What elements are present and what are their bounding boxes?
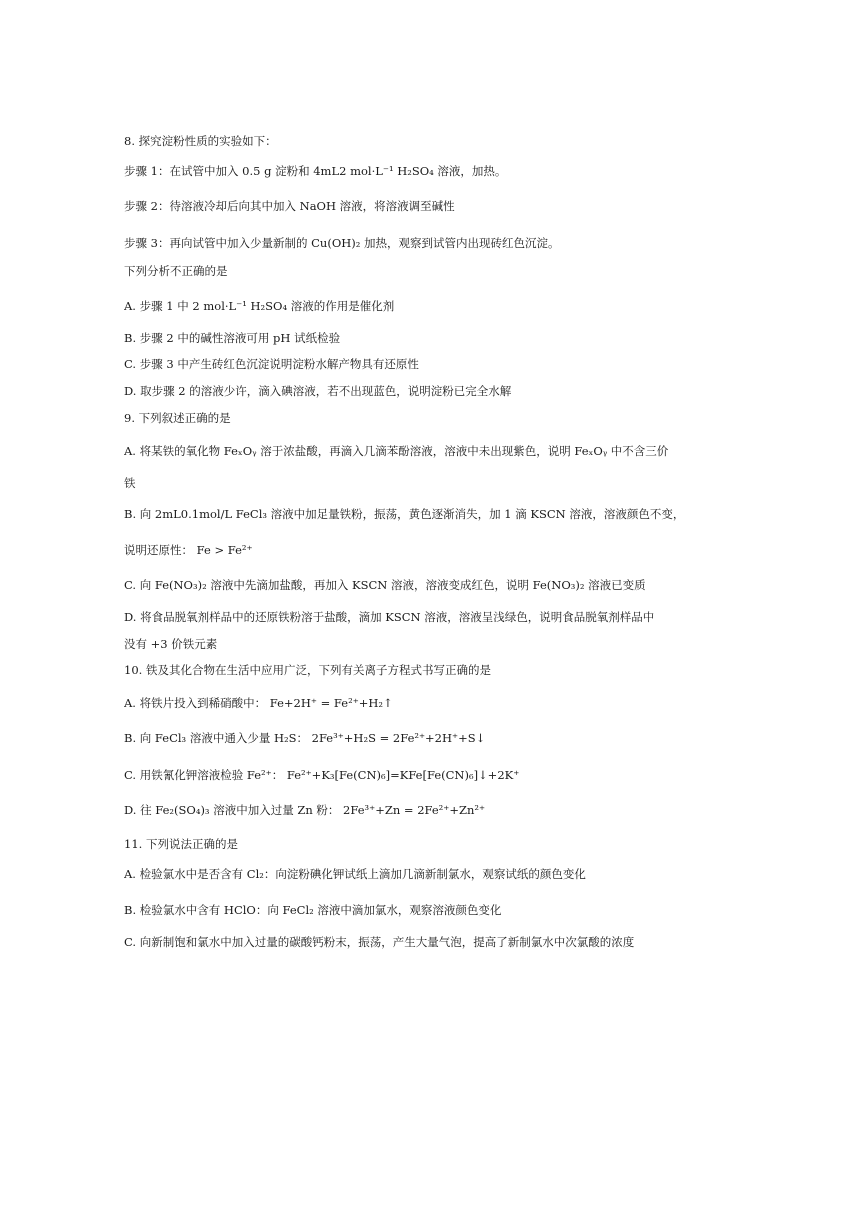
q10-option-a: A. 将铁片投入到稀硝酸中： Fe+2H⁺ = Fe²⁺+H₂↑ [124, 696, 393, 710]
q8-option-c: C. 步骤 3 中产生砖红色沉淀说明淀粉水解产物具有还原性 [124, 357, 419, 371]
q11-option-c: C. 向新制饱和氯水中加入过量的碳酸钙粉末，振荡，产生大量气泡，提高了新制氯水中次氯酸的浓度 [124, 935, 635, 949]
q8-step-2: 步骤 2：待溶液冷却后向其中加入 NaOH 溶液，将溶液调至碱性 [124, 199, 455, 213]
q9-option-a: A. 将某铁的氧化物 FeₓOᵧ 溶于浓盐酸，再滴入几滴苯酚溶液，溶液中未出现紫色，说明 FeₓOᵧ 中不含三价 [124, 444, 669, 458]
q9-option-a-cont: 铁 [124, 476, 136, 490]
q8-prompt: 下列分析不正确的是 [124, 264, 228, 278]
q10-option-c: C. 用铁氰化钾溶液检验 Fe²⁺： Fe²⁺+K₃[Fe(CN)₆]=KFe[Fe(CN)₆]↓+2K⁺ [124, 768, 520, 782]
q8-option-d: D. 取步骤 2 的溶液少许，滴入碘溶液，若不出现蓝色，说明淀粉已完全水解 [124, 384, 512, 398]
q8-stem: 8. 探究淀粉性质的实验如下： [124, 134, 277, 148]
q9-option-c: C. 向 Fe(NO₃)₂ 溶液中先滴加盐酸，再加入 KSCN 溶液，溶液变成红色，说明 Fe(NO₃)₂ 溶液已变质 [124, 578, 646, 592]
q10-option-b: B. 向 FeCl₃ 溶液中通入少量 H₂S： 2Fe³⁺+H₂S = 2Fe²⁺+2H⁺+S↓ [124, 731, 486, 745]
q9-option-d-cont: 没有 +3 价铁元素 [124, 637, 218, 651]
q9-stem: 9. 下列叙述正确的是 [124, 411, 231, 425]
q9-option-b: B. 向 2mL0.1mol/L FeCl₃ 溶液中加足量铁粉，振荡，黄色逐渐消失，加 1 滴 KSCN 溶液，溶液颜色不变， [124, 507, 685, 521]
q11-option-b: B. 检验氯水中含有 HClO：向 FeCl₂ 溶液中滴加氯水，观察溶液颜色变化 [124, 903, 502, 917]
q10-stem: 10. 铁及其化合物在生活中应用广泛，下列有关离子方程式书写正确的是 [124, 663, 491, 677]
q9-option-b-cont: 说明还原性： Fe > Fe²⁺ [124, 543, 253, 557]
q8-option-a: A. 步骤 1 中 2 mol·L⁻¹ H₂SO₄ 溶液的作用是催化剂 [124, 299, 395, 313]
q11-option-a: A. 检验氯水中是否含有 Cl₂：向淀粉碘化钾试纸上滴加几滴新制氯水，观察试纸的颜色变化 [124, 867, 586, 881]
q11-stem: 11. 下列说法正确的是 [124, 837, 238, 851]
q8-step-3: 步骤 3：再向试管中加入少量新制的 Cu(OH)₂ 加热，观察到试管内出现砖红色沉淀。 [124, 236, 560, 250]
q8-step-1: 步骤 1：在试管中加入 0.5 g 淀粉和 4mL2 mol·L⁻¹ H₂SO₄ 溶液，加热。 [124, 164, 507, 178]
q9-option-d: D. 将食品脱氧剂样品中的还原铁粉溶于盐酸，滴加 KSCN 溶液，溶液呈浅绿色，说明食品脱氧剂样品中 [124, 610, 655, 624]
q8-option-b: B. 步骤 2 中的碱性溶液可用 pH 试纸检验 [124, 331, 341, 345]
q10-option-d: D. 往 Fe₂(SO₄)₃ 溶液中加入过量 Zn 粉： 2Fe³⁺+Zn = 2Fe²⁺+Zn²⁺ [124, 803, 486, 817]
